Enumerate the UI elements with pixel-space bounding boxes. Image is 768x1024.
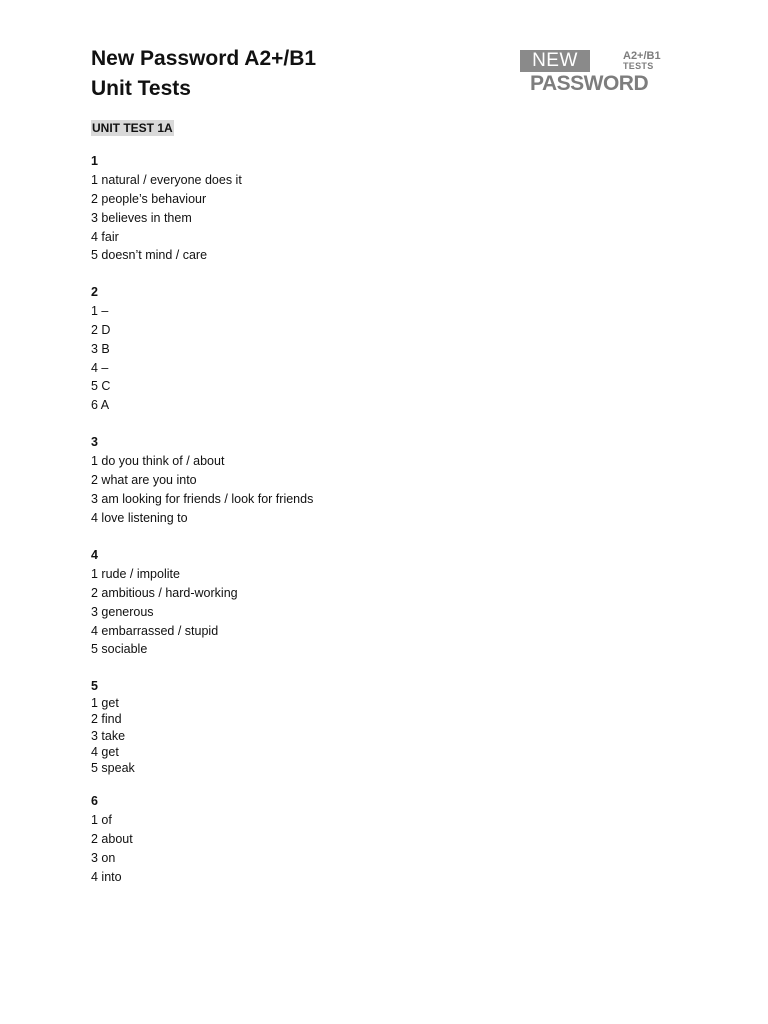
answer-item: 5 C	[91, 379, 111, 394]
answer-item: 3 generous	[91, 604, 154, 619]
answer-item: 4 –	[91, 360, 109, 375]
answer-item: 2 what are you into	[91, 472, 197, 487]
answer-item: 3 B	[91, 341, 110, 356]
page-title	[91, 44, 316, 104]
answer-item: 3 on	[91, 850, 116, 865]
answer-section-2	[91, 283, 110, 415]
answer-section-6	[91, 792, 133, 886]
answer-item: 1 get	[91, 696, 119, 710]
answer-section-3	[91, 433, 313, 527]
answer-item: 2 ambitious / hard-working	[91, 585, 238, 600]
answer-item: 1 natural / everyone does it	[91, 172, 242, 187]
answer-item: 2 people’s behaviour	[91, 191, 207, 206]
answer-item: 5 speak	[91, 761, 135, 776]
answer-item: 1 of	[91, 812, 112, 827]
answer-item: 2 find	[91, 712, 122, 727]
section-number: 5	[91, 679, 98, 693]
section-number: 1	[91, 154, 98, 168]
answer-item: 6 A	[91, 398, 110, 413]
section-number: 4	[91, 548, 98, 562]
answer-item: 5 doesn’t mind / care	[91, 248, 208, 263]
logo-new-badge: NEW	[520, 50, 590, 72]
answer-item: 3 take	[91, 728, 126, 743]
title-line-2: Unit Tests	[91, 77, 191, 100]
answer-item: 2 about	[91, 831, 133, 846]
answer-item: 4 get	[91, 744, 119, 759]
answer-item: 1 do you think of / about	[91, 453, 225, 468]
answer-section-4	[91, 546, 238, 659]
answer-item: 3 am looking for friends / look for friends	[91, 491, 314, 506]
answer-section-1	[91, 152, 242, 265]
section-number: 6	[91, 794, 98, 808]
answer-section-5	[91, 678, 135, 776]
answer-item: 3 believes in them	[91, 210, 192, 225]
answer-item: 1 –	[91, 303, 109, 318]
answer-item: 4 embarrassed / stupid	[91, 623, 219, 638]
section-number: 3	[91, 435, 98, 449]
section-number: 2	[91, 285, 98, 299]
answer-item: 4 fair	[91, 229, 119, 244]
title-line-1: New Password A2+/B1	[91, 47, 317, 70]
answer-item: 4 love listening to	[91, 510, 188, 525]
new-password-logo	[520, 50, 670, 96]
unit-test-label: UNIT TEST 1A	[92, 121, 173, 135]
answer-item: 4 into	[91, 869, 122, 884]
answer-item: 1 rude / impolite	[91, 566, 180, 581]
logo-password: PASSWORD	[530, 72, 649, 95]
logo-level: A2+/B1	[623, 50, 661, 62]
answer-item: 5 sociable	[91, 642, 148, 657]
logo-tests: TESTS	[623, 61, 654, 71]
answer-item: 2 D	[91, 322, 111, 337]
